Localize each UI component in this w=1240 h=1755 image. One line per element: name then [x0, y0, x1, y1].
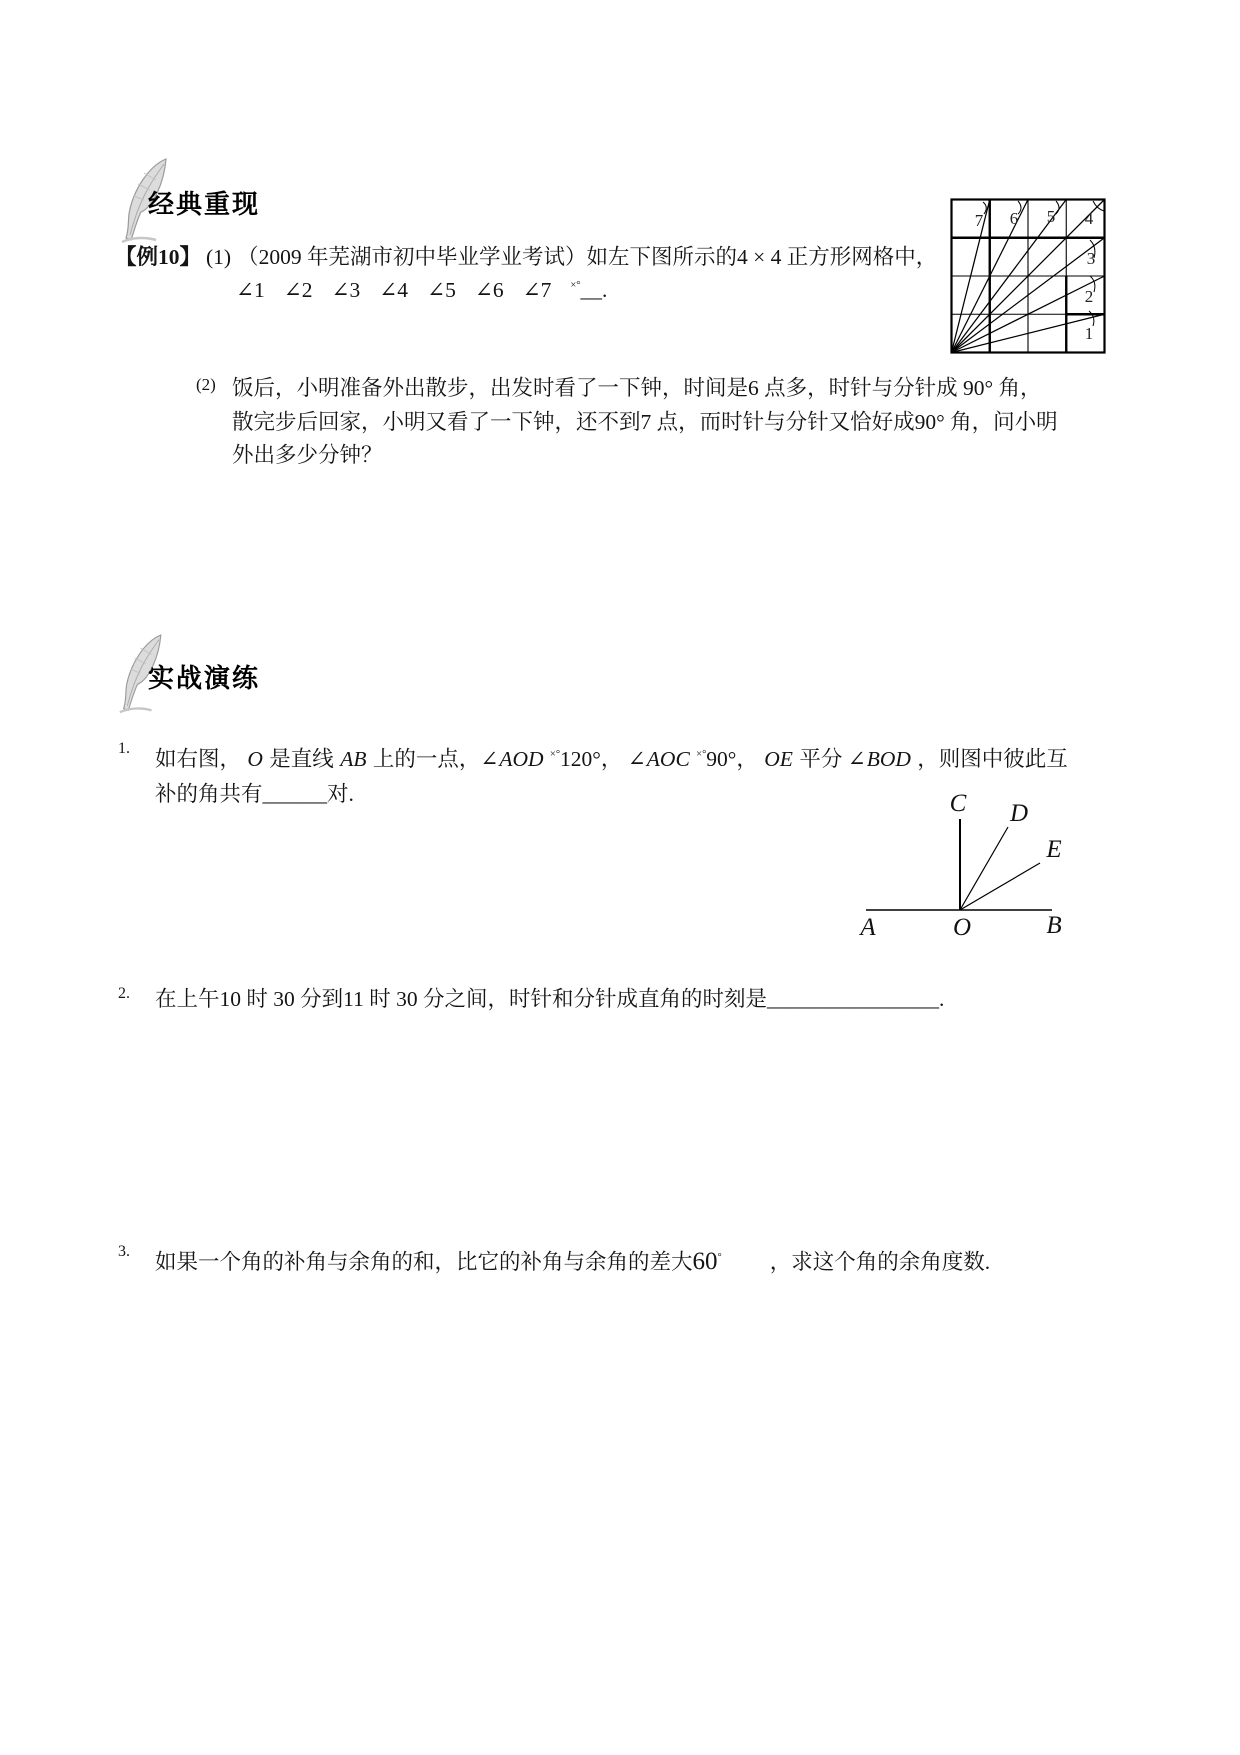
point-label-E: E — [1046, 836, 1062, 863]
point-label-C: C — [949, 790, 967, 817]
text-line: 在上午10 时 30 分到11 时 30 分之间，时针和分针成直角的时刻是________________. — [155, 987, 945, 1011]
point-label-O: O — [952, 914, 972, 941]
problem-2-text — [155, 982, 944, 1017]
grid-label-1: 1 — [1084, 324, 1094, 343]
example10-tag: 【例10】 — [115, 245, 202, 269]
example10-part2 — [196, 372, 1058, 473]
answer-blank: ×°__. — [570, 278, 608, 302]
grid-label-5: 5 — [1046, 207, 1056, 226]
grid-label-4: 4 — [1084, 209, 1094, 228]
ray-figure-lines — [866, 819, 1052, 910]
problem-1-number: 1. — [118, 740, 130, 757]
angle-term: ∠7 — [522, 278, 552, 302]
example10-part1-text: （2009 年芜湖市初中毕业学业考试）如左下图所示的4 × 4 正方形网格中， — [237, 245, 938, 269]
example10-line1 — [115, 240, 937, 274]
point-label-A: A — [860, 914, 876, 941]
ray-figure — [838, 783, 1073, 943]
text-line: 外出多少分钟？ — [232, 443, 383, 467]
grid-label-6: 6 — [1009, 209, 1019, 228]
grid-label-3: 3 — [1086, 249, 1096, 268]
angle-term: ∠6 — [474, 278, 504, 302]
text-line: 如右图， O 是直线 AB 上的一点，∠AOD ×°120°， ∠AOC ×°90°， OE 平分 ∠BOD ，则图中彼此互 — [155, 747, 1068, 771]
problem-3-text — [155, 1240, 990, 1280]
section-title-practice: 实战演练 — [148, 663, 261, 693]
angle-term: ∠5 — [427, 278, 456, 302]
text-line: 补的角共有______对. — [155, 782, 354, 806]
angle-term: ∠2 — [283, 278, 313, 302]
problem-2 — [118, 982, 944, 1017]
example10-part2-text — [232, 372, 1058, 473]
angle-term: ∠1 — [236, 278, 265, 302]
grid-figure — [950, 198, 1106, 354]
grid-label-2: 2 — [1084, 287, 1094, 306]
example10-part2-number: (2) — [196, 375, 216, 394]
text-line: 散完步后回家，小明又看了一下钟，还不到7 点，而时针与分针又恰好成90° 角，问小明 — [232, 409, 1058, 434]
section-title-classic: 经典重现 — [148, 189, 261, 219]
problem-3 — [118, 1240, 990, 1280]
example10-angles-row — [236, 278, 607, 303]
point-label-D: D — [1009, 800, 1029, 827]
text-line: 如果一个角的补角与余角的和，比它的补角与余角的差大60° ，求这个角的余角度数. — [155, 1248, 991, 1275]
angle-term: ∠4 — [379, 278, 409, 302]
problem-3-number: 3. — [118, 1243, 130, 1260]
angle-term: ∠3 — [331, 278, 361, 302]
text-line: 饭后，小明准备外出散步，出发时看了一下钟，时间是6 点多，时针与分针成 90° 角， — [232, 376, 1042, 400]
point-label-B: B — [1046, 912, 1062, 939]
problem-2-number: 2. — [118, 985, 130, 1002]
example10-part1-number: (1) — [206, 245, 232, 269]
grid-label-7: 7 — [974, 211, 984, 230]
